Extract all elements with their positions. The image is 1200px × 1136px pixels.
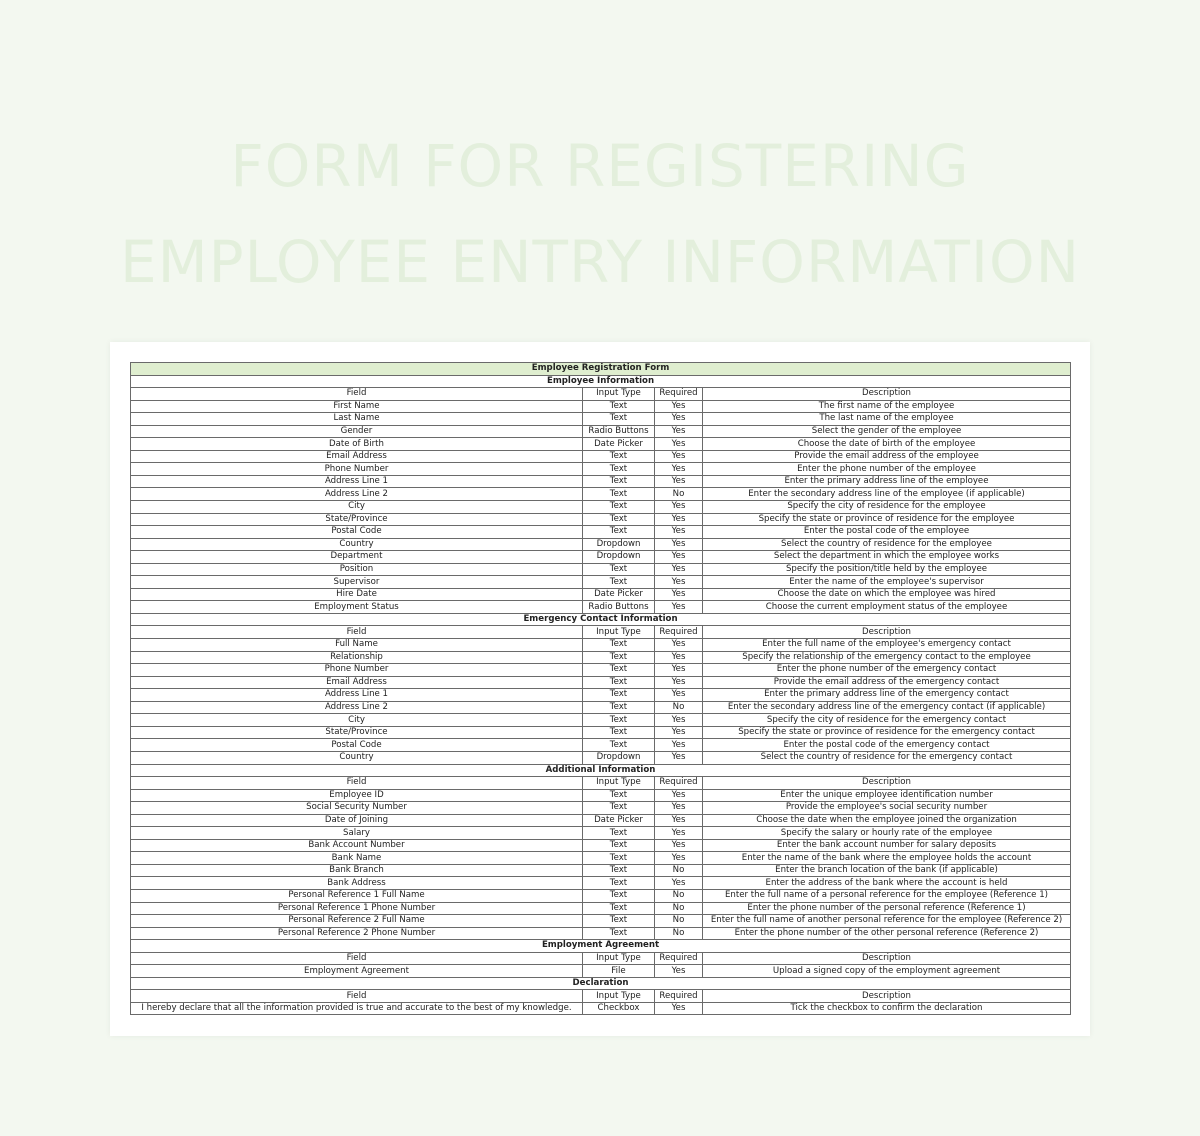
cell-field: Personal Reference 1 Full Name — [131, 889, 583, 902]
cell-description: Enter the postal code of the emergency contact — [703, 739, 1071, 752]
cell-field: Bank Branch — [131, 864, 583, 877]
table-row — [131, 551, 1071, 564]
cell-description: Enter the address of the bank where the account is held — [703, 877, 1071, 890]
cell-required: Yes — [655, 538, 703, 551]
cell-input-type: Text — [583, 877, 655, 890]
spreadsheet-sheet — [110, 342, 1090, 1036]
header-field: Field — [131, 990, 583, 1003]
cell-field: Email Address — [131, 676, 583, 689]
cell-field: Hire Date — [131, 588, 583, 601]
cell-field: Position — [131, 563, 583, 576]
cell-description: Select the country of residence for the employee — [703, 538, 1071, 551]
header-description: Description — [703, 952, 1071, 965]
cell-input-type: Text — [583, 714, 655, 727]
cell-description: Select the department in which the employee works — [703, 551, 1071, 564]
table-row — [131, 714, 1071, 727]
cell-description: Choose the date when the employee joined the organization — [703, 814, 1071, 827]
cell-description: Specify the city of residence for the emergency contact — [703, 714, 1071, 727]
table-row — [131, 877, 1071, 890]
cell-required: Yes — [655, 739, 703, 752]
table-row — [131, 1002, 1071, 1015]
table-row — [131, 827, 1071, 840]
cell-field: Bank Address — [131, 877, 583, 890]
cell-field: Address Line 2 — [131, 701, 583, 714]
cell-field: Bank Name — [131, 852, 583, 865]
cell-required: Yes — [655, 588, 703, 601]
table-row — [131, 802, 1071, 815]
cell-input-type: Checkbox — [583, 1002, 655, 1015]
cell-input-type: Text — [583, 689, 655, 702]
table-row — [131, 726, 1071, 739]
section-title: Employment Agreement — [131, 940, 1071, 953]
cell-required: Yes — [655, 827, 703, 840]
table-row — [131, 400, 1071, 413]
table-row — [131, 526, 1071, 539]
cell-required: Yes — [655, 664, 703, 677]
page-title-line-1: FORM FOR REGISTERING — [230, 132, 970, 200]
header-row — [131, 952, 1071, 965]
cell-field: First Name — [131, 400, 583, 413]
cell-description: Upload a signed copy of the employment agreement — [703, 965, 1071, 978]
cell-field: Personal Reference 2 Full Name — [131, 915, 583, 928]
table-row — [131, 639, 1071, 652]
cell-field: Date of Joining — [131, 814, 583, 827]
cell-field: State/Province — [131, 726, 583, 739]
cell-description: Enter the secondary address line of the employee (if applicable) — [703, 488, 1071, 501]
cell-required: Yes — [655, 413, 703, 426]
cell-description: Enter the phone number of the personal reference (Reference 1) — [703, 902, 1071, 915]
cell-description: Enter the phone number of the emergency contact — [703, 664, 1071, 677]
cell-required: Yes — [655, 689, 703, 702]
cell-input-type: Text — [583, 413, 655, 426]
cell-description: Specify the position/title held by the employee — [703, 563, 1071, 576]
page-title — [0, 118, 1200, 310]
table-row — [131, 588, 1071, 601]
cell-input-type: Dropdown — [583, 551, 655, 564]
table-row — [131, 538, 1071, 551]
table-row — [131, 488, 1071, 501]
page-title-line-2: EMPLOYEE ENTRY INFORMATION — [119, 228, 1081, 296]
cell-field: Country — [131, 751, 583, 764]
cell-input-type: Text — [583, 676, 655, 689]
cell-required: Yes — [655, 475, 703, 488]
cell-field: Full Name — [131, 639, 583, 652]
cell-required: No — [655, 915, 703, 928]
cell-description: Specify the relationship of the emergency contact to the employee — [703, 651, 1071, 664]
cell-required: Yes — [655, 400, 703, 413]
table-row — [131, 701, 1071, 714]
section-title: Declaration — [131, 977, 1071, 990]
table-row — [131, 601, 1071, 614]
cell-description: Enter the phone number of the employee — [703, 463, 1071, 476]
header-input-type: Input Type — [583, 388, 655, 401]
section-row — [131, 977, 1071, 990]
cell-input-type: Date Picker — [583, 814, 655, 827]
header-input-type: Input Type — [583, 777, 655, 790]
cell-field: Address Line 1 — [131, 689, 583, 702]
section-row — [131, 613, 1071, 626]
table-row — [131, 450, 1071, 463]
cell-input-type: Radio Buttons — [583, 425, 655, 438]
cell-required: Yes — [655, 676, 703, 689]
form-title: Employee Registration Form — [131, 363, 1071, 376]
cell-input-type: File — [583, 965, 655, 978]
cell-input-type: Text — [583, 501, 655, 514]
header-required: Required — [655, 626, 703, 639]
form-title-row — [131, 363, 1071, 376]
cell-description: Choose the date of birth of the employee — [703, 438, 1071, 451]
cell-description: Enter the postal code of the employee — [703, 526, 1071, 539]
table-row — [131, 814, 1071, 827]
cell-required: Yes — [655, 852, 703, 865]
cell-field: Address Line 1 — [131, 475, 583, 488]
header-description: Description — [703, 626, 1071, 639]
table-row — [131, 563, 1071, 576]
cell-input-type: Text — [583, 651, 655, 664]
cell-field: Employment Status — [131, 601, 583, 614]
cell-required: Yes — [655, 463, 703, 476]
cell-description: Choose the date on which the employee was hired — [703, 588, 1071, 601]
table-row — [131, 927, 1071, 940]
cell-required: Yes — [655, 877, 703, 890]
cell-input-type: Text — [583, 463, 655, 476]
header-row — [131, 388, 1071, 401]
cell-required: Yes — [655, 438, 703, 451]
cell-field: Phone Number — [131, 664, 583, 677]
cell-input-type: Text — [583, 864, 655, 877]
cell-description: Enter the name of the bank where the employee holds the account — [703, 852, 1071, 865]
header-required: Required — [655, 777, 703, 790]
cell-required: Yes — [655, 726, 703, 739]
cell-required: No — [655, 488, 703, 501]
cell-input-type: Text — [583, 664, 655, 677]
cell-field: Department — [131, 551, 583, 564]
cell-required: Yes — [655, 789, 703, 802]
header-input-type: Input Type — [583, 990, 655, 1003]
header-input-type: Input Type — [583, 626, 655, 639]
cell-input-type: Text — [583, 450, 655, 463]
cell-field: State/Province — [131, 513, 583, 526]
table-row — [131, 413, 1071, 426]
table-row — [131, 425, 1071, 438]
cell-input-type: Text — [583, 526, 655, 539]
cell-description: The first name of the employee — [703, 400, 1071, 413]
table-row — [131, 676, 1071, 689]
cell-field: Bank Account Number — [131, 839, 583, 852]
cell-field: Personal Reference 1 Phone Number — [131, 902, 583, 915]
cell-input-type: Text — [583, 726, 655, 739]
table-row — [131, 915, 1071, 928]
cell-required: Yes — [655, 814, 703, 827]
cell-description: Enter the primary address line of the employee — [703, 475, 1071, 488]
cell-description: Select the gender of the employee — [703, 425, 1071, 438]
cell-field: Date of Birth — [131, 438, 583, 451]
table-row — [131, 965, 1071, 978]
cell-input-type: Dropdown — [583, 538, 655, 551]
cell-field: Supervisor — [131, 576, 583, 589]
table-row — [131, 463, 1071, 476]
cell-field: Employee ID — [131, 789, 583, 802]
header-required: Required — [655, 388, 703, 401]
header-field: Field — [131, 626, 583, 639]
cell-required: No — [655, 902, 703, 915]
table-row — [131, 751, 1071, 764]
cell-description: Enter the phone number of the other personal reference (Reference 2) — [703, 927, 1071, 940]
cell-input-type: Text — [583, 563, 655, 576]
header-required: Required — [655, 990, 703, 1003]
cell-field: Address Line 2 — [131, 488, 583, 501]
cell-required: Yes — [655, 513, 703, 526]
cell-description: Enter the bank account number for salary deposits — [703, 839, 1071, 852]
cell-required: Yes — [655, 526, 703, 539]
section-title: Emergency Contact Information — [131, 613, 1071, 626]
cell-input-type: Text — [583, 739, 655, 752]
cell-field: Employment Agreement — [131, 965, 583, 978]
cell-required: Yes — [655, 563, 703, 576]
header-input-type: Input Type — [583, 952, 655, 965]
cell-required: Yes — [655, 576, 703, 589]
cell-required: Yes — [655, 751, 703, 764]
table-row — [131, 513, 1071, 526]
cell-description: Provide the email address of the employee — [703, 450, 1071, 463]
cell-input-type: Text — [583, 902, 655, 915]
cell-description: Provide the email address of the emergency contact — [703, 676, 1071, 689]
table-row — [131, 864, 1071, 877]
cell-input-type: Text — [583, 889, 655, 902]
cell-required: Yes — [655, 601, 703, 614]
cell-input-type: Radio Buttons — [583, 601, 655, 614]
cell-description: Enter the full name of a personal reference for the employee (Reference 1) — [703, 889, 1071, 902]
table-row — [131, 689, 1071, 702]
table-row — [131, 889, 1071, 902]
header-required: Required — [655, 952, 703, 965]
cell-input-type: Text — [583, 639, 655, 652]
cell-input-type: Text — [583, 475, 655, 488]
header-field: Field — [131, 388, 583, 401]
header-row — [131, 626, 1071, 639]
cell-description: Provide the employee's social security number — [703, 802, 1071, 815]
cell-description: Enter the full name of the employee's emergency contact — [703, 639, 1071, 652]
cell-input-type: Text — [583, 927, 655, 940]
table-row — [131, 789, 1071, 802]
cell-required: Yes — [655, 425, 703, 438]
section-title: Additional Information — [131, 764, 1071, 777]
table-row — [131, 739, 1071, 752]
cell-field: Relationship — [131, 651, 583, 664]
cell-description: Choose the current employment status of the employee — [703, 601, 1071, 614]
cell-input-type: Text — [583, 915, 655, 928]
table-row — [131, 576, 1071, 589]
cell-description: The last name of the employee — [703, 413, 1071, 426]
cell-description: Enter the unique employee identification number — [703, 789, 1071, 802]
header-description: Description — [703, 388, 1071, 401]
cell-required: No — [655, 701, 703, 714]
cell-required: Yes — [655, 839, 703, 852]
cell-input-type: Text — [583, 400, 655, 413]
table-row — [131, 902, 1071, 915]
cell-field: Postal Code — [131, 739, 583, 752]
cell-input-type: Date Picker — [583, 588, 655, 601]
cell-description: Enter the name of the employee's supervisor — [703, 576, 1071, 589]
cell-field: Gender — [131, 425, 583, 438]
cell-required: Yes — [655, 1002, 703, 1015]
cell-field: Salary — [131, 827, 583, 840]
cell-field: Social Security Number — [131, 802, 583, 815]
header-description: Description — [703, 990, 1071, 1003]
section-row — [131, 940, 1071, 953]
cell-field: Country — [131, 538, 583, 551]
section-row — [131, 764, 1071, 777]
cell-description: Specify the state or province of residence for the emergency contact — [703, 726, 1071, 739]
cell-input-type: Text — [583, 789, 655, 802]
cell-field: Personal Reference 2 Phone Number — [131, 927, 583, 940]
cell-description: Specify the city of residence for the employee — [703, 501, 1071, 514]
cell-input-type: Text — [583, 802, 655, 815]
cell-input-type: Text — [583, 827, 655, 840]
cell-field: Phone Number — [131, 463, 583, 476]
cell-required: Yes — [655, 802, 703, 815]
cell-input-type: Text — [583, 576, 655, 589]
cell-required: Yes — [655, 965, 703, 978]
cell-required: Yes — [655, 714, 703, 727]
table-row — [131, 438, 1071, 451]
cell-required: Yes — [655, 501, 703, 514]
cell-field: City — [131, 714, 583, 727]
header-field: Field — [131, 952, 583, 965]
cell-input-type: Dropdown — [583, 751, 655, 764]
cell-input-type: Text — [583, 513, 655, 526]
cell-input-type: Text — [583, 488, 655, 501]
section-row — [131, 375, 1071, 388]
employee-registration-table — [130, 362, 1071, 1015]
header-description: Description — [703, 777, 1071, 790]
header-field: Field — [131, 777, 583, 790]
table-row — [131, 852, 1071, 865]
cell-description: Enter the primary address line of the emergency contact — [703, 689, 1071, 702]
cell-description: Select the country of residence for the emergency contact — [703, 751, 1071, 764]
cell-description: Tick the checkbox to confirm the declaration — [703, 1002, 1071, 1015]
cell-required: Yes — [655, 639, 703, 652]
cell-description: Specify the state or province of residence for the employee — [703, 513, 1071, 526]
table-row — [131, 839, 1071, 852]
cell-input-type: Text — [583, 852, 655, 865]
cell-field: City — [131, 501, 583, 514]
table-row — [131, 475, 1071, 488]
cell-field: Postal Code — [131, 526, 583, 539]
cell-required: No — [655, 927, 703, 940]
table-row — [131, 501, 1071, 514]
cell-input-type: Text — [583, 839, 655, 852]
cell-field: Last Name — [131, 413, 583, 426]
cell-required: No — [655, 864, 703, 877]
cell-field: Email Address — [131, 450, 583, 463]
cell-description: Enter the secondary address line of the emergency contact (if applicable) — [703, 701, 1071, 714]
cell-required: Yes — [655, 450, 703, 463]
header-row — [131, 777, 1071, 790]
cell-input-type: Text — [583, 701, 655, 714]
section-title: Employee Information — [131, 375, 1071, 388]
cell-field: I hereby declare that all the information provided is true and accurate to the best of my knowledge. — [131, 1002, 583, 1015]
cell-input-type: Date Picker — [583, 438, 655, 451]
cell-required: Yes — [655, 651, 703, 664]
cell-description: Specify the salary or hourly rate of the employee — [703, 827, 1071, 840]
table-row — [131, 651, 1071, 664]
cell-description: Enter the branch location of the bank (if applicable) — [703, 864, 1071, 877]
cell-description: Enter the full name of another personal reference for the employee (Reference 2) — [703, 915, 1071, 928]
header-row — [131, 990, 1071, 1003]
cell-required: Yes — [655, 551, 703, 564]
cell-required: No — [655, 889, 703, 902]
table-row — [131, 664, 1071, 677]
